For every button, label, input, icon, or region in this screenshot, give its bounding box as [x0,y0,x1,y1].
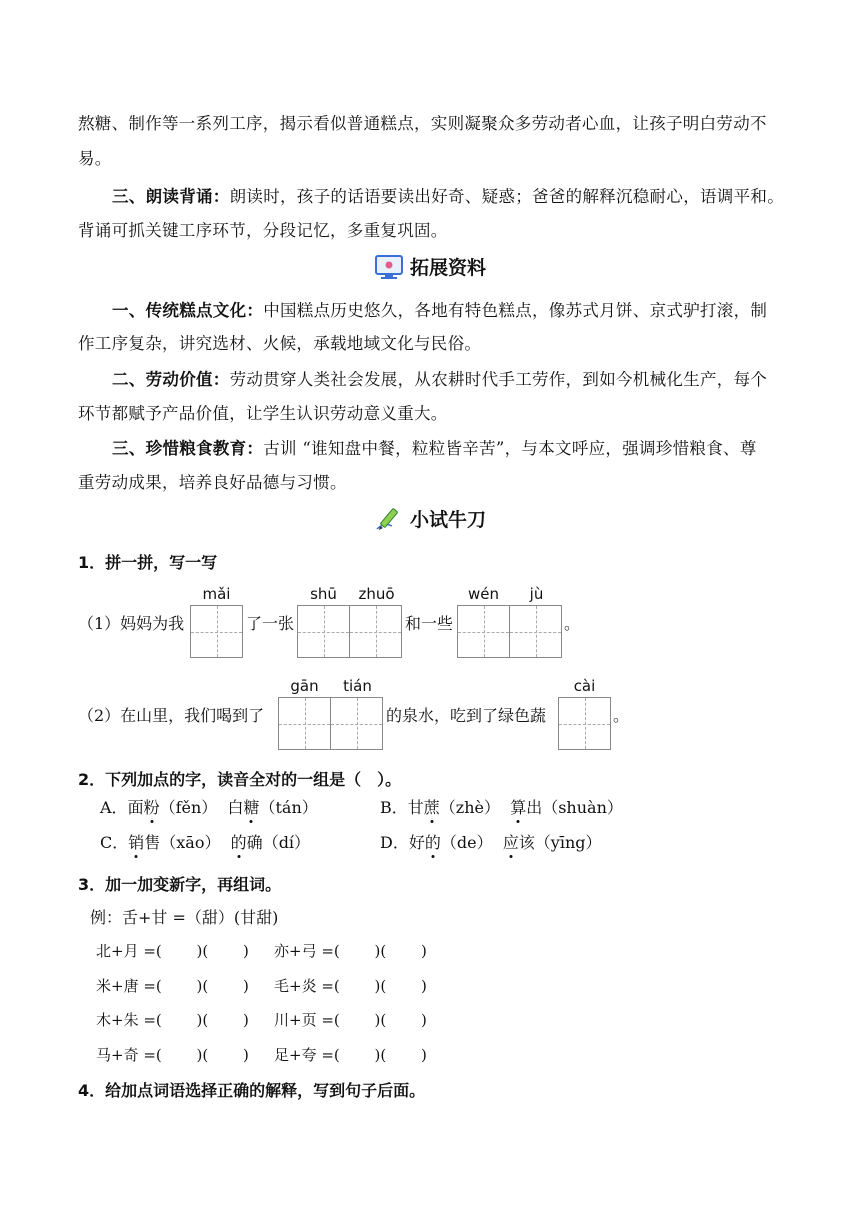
char-sum: 马+奇 [96,1046,139,1064]
word-char: 售 [144,833,161,852]
dotted-char: 糖 [243,795,259,818]
q2-title: 2．下列加点的字，读音全对的一组是（ ）。 [78,770,402,789]
recite-paragraph-line-2: 背诵可抓关键工序环节，分段记忆，多重复巩固。 [78,221,448,240]
q1-s1-text-a: （1）妈妈为我 [78,614,185,633]
writing-cell[interactable] [297,605,350,658]
ext-item-3-heading: 三、珍惜粮食教育： [112,439,264,458]
q2-option-b[interactable] [380,795,623,818]
q1-s1-pinyin-5: jù [529,585,544,603]
ext-item-2-line-2: 环节都赋予产品价值，让学生认识劳动意义重大。 [78,404,448,423]
pen-writing-icon [374,506,404,532]
dotted-char: 粉 [144,795,160,818]
answer-blanks[interactable]: =( )( ) [321,942,427,960]
char-sum: 米+唐 [96,977,139,995]
monitor-icon [374,254,404,280]
q3-row-3-left[interactable] [96,1009,249,1030]
q4-title: 4．给加点词语选择正确的解释，写到句子后面。 [78,1081,426,1100]
recite-text: 朗读时，孩子的话语要读出好奇、疑惑；爸爸的解释沉稳耐心，语调平和。 [229,187,785,206]
writing-cell[interactable] [190,605,243,658]
char-sum: 川+页 [274,1011,317,1029]
word-char: 甘 [407,798,424,817]
dotted-char: 销 [128,830,144,853]
dotted-char: 算 [510,795,526,818]
answer-blanks[interactable]: =( )( ) [143,942,249,960]
pinyin-note: （dí） [262,833,311,852]
ext-item-2-text: 劳动贯穿人类社会发展，从农耕时代手工劳作，到如今机械化生产，每个 [229,370,768,389]
dotted-char: 蔗 [424,795,440,818]
char-sum: 毛+炎 [274,977,317,995]
writing-cell[interactable] [349,605,402,658]
q1-s2-text-b: 的泉水，吃到了绿色蔬 [386,706,547,725]
q1-s1-grid-1[interactable] [190,605,242,658]
practice-section-title: 小试牛刀 [409,509,486,531]
dotted-char: 的 [231,830,247,853]
char-sum: 足+夸 [274,1046,317,1064]
q1-s1-pinyin-4: wén [467,585,499,603]
writing-cell[interactable] [457,605,510,658]
q3-row-1-right[interactable] [274,940,427,961]
option-label: D． [380,833,409,852]
recite-heading: 三、朗读背诵： [112,187,230,206]
q1-s1-text-d: 。 [564,614,581,633]
q1-s1-text-c: 和一些 [405,614,454,633]
ext-item-1-line-2: 作工序复杂，讲究选材、火候，承载地域文化与民俗。 [78,334,482,353]
char-sum: 亦+弓 [274,942,317,960]
writing-cell[interactable] [509,605,562,658]
intro-line-1: 熬糖、制作等一系列工序，揭示看似普通糕点，实则凝聚众多劳动者心血，让孩子明白劳动不 [78,114,767,133]
word-char: 面 [127,798,144,817]
q1-s2-pinyin-1: gān [290,677,319,695]
char-sum: 北+月 [96,942,139,960]
pinyin-note: （xāo） [160,833,221,852]
pinyin-note: （yīng） [534,833,602,852]
pinyin-note: （de） [440,833,493,852]
q1-s2-grid-1[interactable] [278,697,382,750]
dotted-char: 应 [503,830,519,853]
extension-section-header [0,253,860,280]
q1-s1-text-b: 了一张 [246,614,295,633]
q1-s1-grid-3[interactable] [457,605,561,658]
practice-section-header [0,505,860,532]
pinyin-note: （zhè） [439,798,501,817]
q1-s2-text-a: （2）在山里，我们喝到了 [78,706,265,725]
answer-blanks[interactable]: =( )( ) [143,1046,249,1064]
extension-section-title: 拓展资料 [409,257,486,279]
answer-blanks[interactable]: =( )( ) [143,1011,249,1029]
q1-s1-pinyin-1: mǎi [202,585,231,603]
ext-item-2-line-1 [112,366,767,390]
q1-s1-pinyin-3: zhuō [358,585,395,603]
word-char: 出 [526,798,543,817]
writing-cell[interactable] [278,697,331,750]
q1-s1-pinyin-2: shū [310,585,337,603]
option-label: A． [100,798,128,817]
answer-blanks[interactable]: =( )( ) [321,1046,427,1064]
q3-row-2-left[interactable] [96,975,249,996]
q1-s1-grid-2[interactable] [297,605,401,658]
intro-line-2: 易。 [78,149,112,168]
writing-cell[interactable] [330,697,383,750]
word-char: 白 [227,798,244,817]
q1-title: 1．拼一拼，写一写 [78,553,218,572]
q3-row-4-right[interactable] [274,1044,427,1065]
word-char: 该 [518,833,535,852]
q2-option-a[interactable] [100,795,318,818]
answer-blanks[interactable]: =( )( ) [321,1011,427,1029]
recite-paragraph-line-1 [112,183,784,207]
q2-option-c[interactable] [100,830,310,853]
q3-row-2-right[interactable] [274,975,427,996]
ext-item-3-line-2: 重劳动成果，培养良好品德与习惯。 [78,473,347,492]
option-label: C． [100,833,129,852]
ext-item-1-text: 中国糕点历史悠久，各地有特色糕点，像苏式月饼、京式驴打滚，制 [263,301,768,320]
word-char: 确 [246,833,263,852]
q3-example: 例：舌+甘 =（甜）(甘甜) [90,908,279,927]
ext-item-2-heading: 二、劳动价值： [112,370,230,389]
q3-title: 3．加一加变新字，再组词。 [78,875,282,894]
q1-s2-grid-2[interactable] [558,697,610,750]
dotted-char: 的 [425,830,441,853]
q2-option-d[interactable] [380,830,602,853]
q1-s2-pinyin-2: tián [343,677,372,695]
ext-item-1-line-1 [112,297,767,321]
q3-row-1-left[interactable] [96,940,249,961]
pinyin-note: （shuàn） [542,798,623,817]
ext-item-1-heading: 一、传统糕点文化： [112,301,264,320]
q1-s2-pinyin-3: cài [573,677,596,695]
word-char: 好 [408,833,425,852]
q1-s2-text-c: 。 [613,706,630,725]
q3-row-4-left[interactable] [96,1044,249,1065]
q3-row-3-right[interactable] [274,1009,427,1030]
option-label: B． [380,798,408,817]
answer-blanks[interactable]: =( )( ) [321,977,427,995]
answer-blanks[interactable]: =( )( ) [143,977,249,995]
ext-item-3-text: 古训 “谁知盘中餐，粒粒皆辛苦”，与本文呼应，强调珍惜粮食、尊 [263,439,757,458]
ext-item-3-line-1 [112,435,757,459]
pinyin-note: （tán） [259,798,318,817]
char-sum: 木+朱 [96,1011,139,1029]
pinyin-note: （fěn） [159,798,218,817]
writing-cell[interactable] [558,697,611,750]
